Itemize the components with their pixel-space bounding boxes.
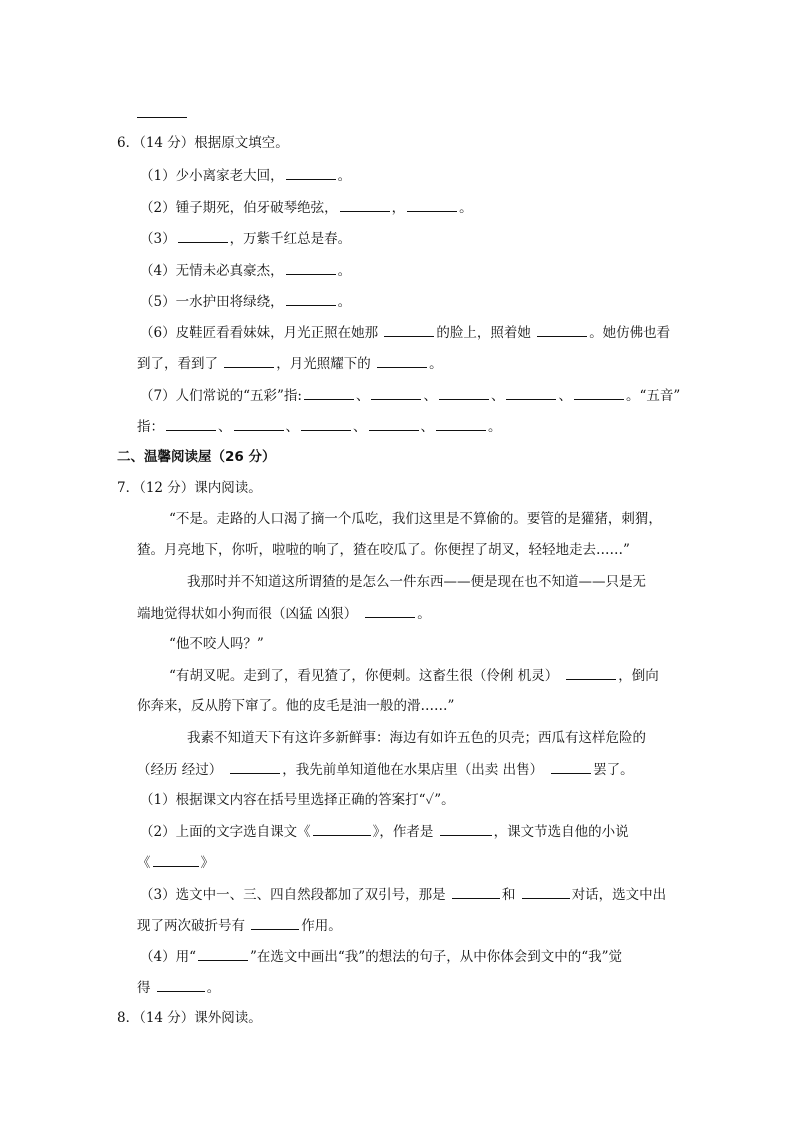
question-6-item-5: [140, 291, 351, 311]
answer-blank: [166, 416, 216, 431]
answer-blank: [452, 884, 500, 899]
answer-blank: [407, 197, 457, 212]
item-text: （5）一水护田将绿绕，: [140, 294, 284, 310]
answer-blank: [301, 416, 351, 431]
item-text: 到了，看到了: [137, 356, 223, 372]
answer-blank: [224, 353, 274, 368]
sub-question-text: 》: [200, 855, 214, 871]
sub-question-3: [140, 884, 666, 904]
passage-line: [187, 572, 646, 592]
item-text: 的脸上，照着她: [436, 325, 536, 341]
sub-question-text: 对话，选文中出: [571, 887, 667, 903]
answer-blank: [340, 197, 390, 212]
answer-blank: [304, 385, 354, 400]
sub-question-4-cont: [137, 977, 220, 997]
item-text: 、: [558, 388, 572, 404]
passage-line: [137, 696, 454, 716]
passage-text: “他不咬人吗？”: [169, 636, 264, 652]
answer-blank: [234, 416, 284, 431]
item-text: （1）少小离家老大回，: [140, 168, 284, 184]
item-text: 。: [429, 356, 443, 372]
item-text: 。: [337, 263, 352, 279]
sub-question-text: 和: [501, 887, 520, 903]
item-text: ，万紫千红总是春。: [229, 231, 352, 247]
item-text: 、: [218, 419, 232, 435]
answer-blank: [551, 759, 591, 774]
answer-blank: [286, 260, 336, 275]
sub-question-text: （3）选文中一、三、四自然段都加了双引号，那是: [140, 887, 450, 903]
answer-blank: [178, 228, 228, 243]
answer-blank: [365, 603, 415, 618]
answer-blank: [371, 385, 421, 400]
question-8-title-text: 8．（14 分）课外阅读。: [117, 1010, 262, 1026]
item-text: 、: [353, 419, 367, 435]
passage-line: [169, 509, 662, 529]
question-6-item-6-cont: [137, 353, 443, 373]
sub-question-text: 》，作者是: [372, 824, 438, 840]
question-8-title: [117, 1008, 262, 1028]
item-text: 。: [488, 419, 502, 435]
question-6-item-6: [140, 322, 670, 342]
answer-blank: [157, 977, 205, 992]
answer-blank: [522, 884, 570, 899]
item-text: 。“五音”: [625, 388, 681, 404]
question-6-item-1: [140, 165, 351, 185]
sub-question-2-cont: [137, 852, 214, 872]
item-text: 、: [285, 419, 299, 435]
sub-question-1: [140, 790, 455, 810]
answer-blank: [506, 385, 556, 400]
item-text: 、: [355, 388, 370, 404]
item-text: 。: [337, 168, 352, 184]
answer-blank: [566, 665, 616, 680]
question-6-title: [117, 133, 289, 153]
sub-question-text: （1）根据课文内容在括号里选择正确的答案打“✓”。: [140, 792, 455, 808]
passage-line: [137, 603, 431, 623]
question-7-title: [117, 478, 262, 498]
answer-blank: [574, 385, 624, 400]
question-7-title-text: 7．（12 分）课内阅读。: [117, 480, 262, 496]
question-6-item-7-cont: [137, 416, 502, 436]
item-text: 、: [490, 388, 505, 404]
item-text: （4）无情未必真豪杰，: [140, 263, 284, 279]
item-text: 指：: [137, 419, 164, 435]
section-2-heading: [117, 447, 276, 467]
sub-question-3-cont: [137, 915, 342, 935]
item-text: （6）皮鞋匠看看妹妹，月光正照在她那: [140, 325, 383, 341]
passage-line: [137, 759, 634, 779]
sub-question-text: 。: [206, 980, 221, 996]
passage-line: [187, 728, 646, 748]
passage-text: ，倒向: [618, 668, 659, 684]
passage-line: [169, 634, 264, 654]
passage-text: “不是。走路的人口渴了摘一个瓜吃，我们这里是不算偷的。要管的是獾猪，刺猬，: [169, 511, 662, 527]
item-text: （3）: [140, 231, 176, 247]
question-6-item-4: [140, 260, 351, 280]
answer-blank: [384, 322, 434, 337]
question-6-item-7: [140, 385, 680, 405]
item-text: ，月光照耀下的: [276, 356, 376, 372]
sub-question-text: ，课文节选自他的小说: [493, 824, 629, 840]
sub-question-text: ”在选文中画出“我”的想法的句子，从中你体会到文中的“我”觉: [250, 949, 623, 965]
answer-blank: [286, 291, 336, 306]
passage-text: 我素不知道天下有这许多新鲜事：海边有如许五色的贝壳；西瓜有这样危险的: [187, 730, 646, 746]
answer-blank: [230, 759, 280, 774]
passage-text: 罢了。: [593, 762, 634, 778]
answer-blank: [251, 915, 299, 930]
item-text: 。: [337, 294, 352, 310]
question-6-item-3: [140, 228, 351, 248]
passage-text: （经历 经过）: [137, 762, 223, 778]
answer-blank: [377, 353, 427, 368]
answer-blank: [313, 821, 371, 836]
answer-blank: [439, 385, 489, 400]
item-text: 、: [420, 419, 434, 435]
sub-question-text: 得: [137, 980, 155, 996]
passage-text: 端地觉得状如小狗而很（凶猛 凶狠）: [137, 606, 358, 622]
sub-question-2: [140, 821, 629, 841]
item-text: 。: [459, 200, 473, 216]
answer-blank: [537, 322, 587, 337]
question-6-title-text: 6．（14 分）根据原文填空。: [117, 135, 289, 151]
answer-blank: [286, 165, 336, 180]
question-6-item-2: [140, 197, 473, 217]
passage-text: 。: [417, 606, 431, 622]
passage-text: 猹。月亮地下，你听，啦啦的响了，猹在咬瓜了。你便捏了胡叉，轻轻地走去……”: [137, 542, 630, 558]
sub-question-4: [140, 946, 622, 966]
item-text: （2）锺子期死，伯牙破琴绝弦，: [140, 200, 338, 216]
answer-blank: [436, 416, 486, 431]
passage-text: 你奔来，反从胯下窜了。他的皮毛是油一般的滑……”: [137, 698, 455, 714]
sub-question-text: 现了两次破折号有: [137, 918, 250, 934]
item-text: （7）人们常说的“五彩”指:: [140, 388, 302, 404]
sub-question-text: 作用。: [301, 918, 342, 934]
passage-text: 我那时并不知道这所谓猹的是怎么一件东西——便是现在也不知道——只是无: [187, 574, 646, 590]
sub-question-text: （2）上面的文字选自课文《: [140, 824, 311, 840]
item-text: ，: [391, 200, 406, 216]
passage-line: [137, 540, 630, 560]
sub-question-text: （4）用“: [140, 949, 196, 965]
item-text: 。她仿佛也看: [589, 325, 671, 341]
passage-text: “有胡叉呢。走到了，看见猹了，你便刺。这畜生很（伶俐 机灵）: [169, 668, 559, 684]
answer-blank: [153, 852, 199, 867]
sub-question-text: 《: [137, 855, 151, 871]
passage-text: ，我先前单知道他在水果店里（出卖 出售）: [282, 762, 544, 778]
answer-blank: [198, 946, 248, 961]
answer-blank: [137, 117, 187, 118]
item-text: 、: [423, 388, 437, 404]
section-2-heading-text: 二、温馨阅读屋（26 分）: [117, 449, 276, 465]
answer-blank: [440, 821, 492, 836]
passage-line: [169, 665, 659, 685]
answer-blank: [369, 416, 419, 431]
